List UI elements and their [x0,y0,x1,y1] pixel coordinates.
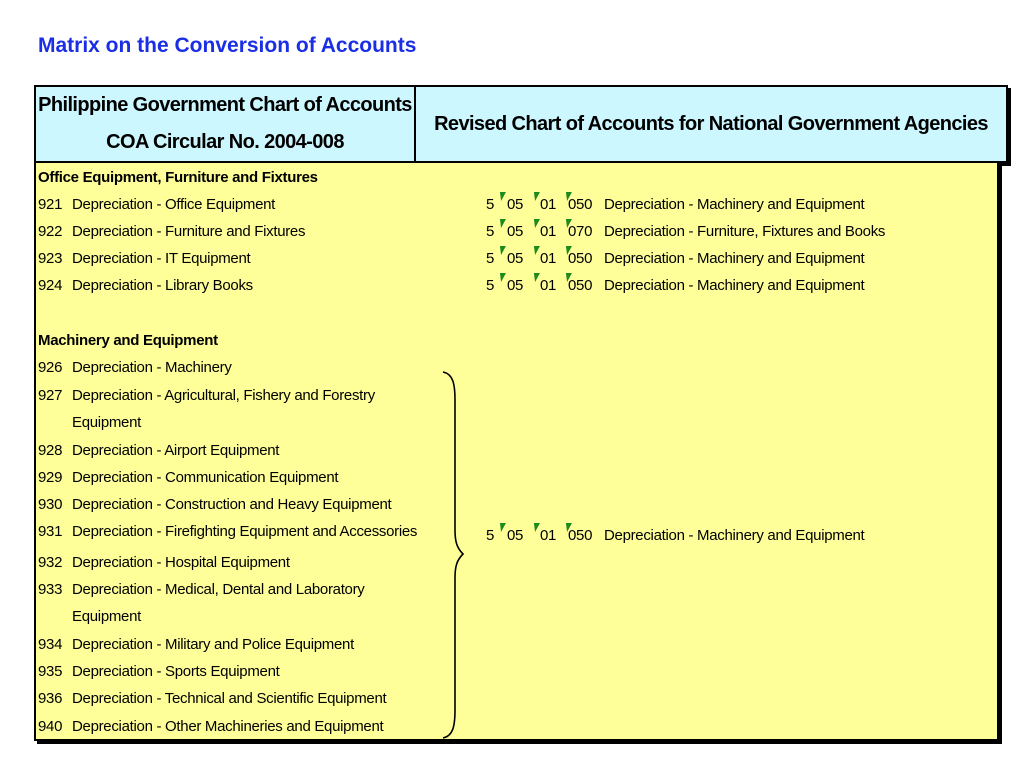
account-row-922 [38,223,305,240]
green-tick-icon [498,246,506,255]
mapping-code-account: 050 [568,527,593,544]
account-code: 936 [38,690,63,707]
account-row-926 [38,359,232,376]
account-code: 926 [38,359,63,376]
curly-brace-icon [441,370,467,740]
account-code: 940 [38,718,63,735]
green-tick-icon [498,273,506,282]
account-row-924 [38,277,253,294]
account-row-923 [38,250,250,267]
account-code: 932 [38,554,63,571]
account-row-927 [38,387,375,404]
account-code: 931 [38,523,63,540]
account-row-921 [38,196,275,213]
mapping-desc: Depreciation - Machinery and Equipment [604,277,865,294]
account-row-935 [38,663,279,680]
account-code: 933 [38,581,63,598]
mapping-desc: Depreciation - Machinery and Equipment [604,196,865,213]
account-row-931 [38,523,417,540]
account-row-936 [38,690,386,707]
mapping-row [486,277,926,297]
green-tick-icon [532,523,540,532]
mapping-row [486,250,926,270]
account-desc: Depreciation - Other Machineries and Equipment [72,718,384,735]
account-row-932 [38,554,290,571]
account-row-929 [38,469,338,486]
account-desc: Depreciation - Airport Equipment [72,442,280,459]
account-desc: Depreciation - Library Books [72,277,253,294]
mapping-desc: Depreciation - Machinery and Equipment [604,527,865,544]
mapping-row [486,196,926,216]
mapping-code-sub: 01 [540,196,557,213]
green-tick-icon [498,523,506,532]
account-desc: Depreciation - IT Equipment [72,250,251,267]
green-tick-icon [532,273,540,282]
mapping-code-sub: 01 [540,277,557,294]
mapping-code-account: 050 [568,196,593,213]
account-desc: Depreciation - Hospital Equipment [72,554,290,571]
section-heading-machinery: Machinery and Equipment [38,332,218,349]
header-pgca [34,85,416,163]
mapping-code-group: 05 [507,223,524,240]
account-row-933 [38,581,365,598]
account-code: 935 [38,663,63,680]
mapping-code-sub: 01 [540,250,557,267]
account-desc: Depreciation - Machinery [72,359,232,376]
green-tick-icon [532,192,540,201]
green-tick-icon [498,192,506,201]
mapping-code-account: 070 [568,223,593,240]
mapping-desc: Depreciation - Furniture, Fixtures and Books [604,223,886,240]
mapping-row [486,527,926,547]
account-desc: Depreciation - Furniture and Fixtures [72,223,306,240]
mapping-code-account: 050 [568,250,593,267]
green-tick-icon [498,219,506,228]
account-code: 930 [38,496,63,513]
header-pgca-circular: COA Circular No. 2004-008 [106,131,344,153]
account-desc: Depreciation - Construction and Heavy Equipment [72,496,392,513]
account-code: 927 [38,387,63,404]
green-tick-icon [532,246,540,255]
account-row-933-cont [38,608,141,625]
header-rca [414,85,1008,163]
page-title: Matrix on the Conversion of Accounts [38,34,417,57]
mapping-code-sub: 01 [540,223,557,240]
account-row-930 [38,496,391,513]
mapping-code-sub: 01 [540,527,557,544]
account-desc: Depreciation - Communication Equipment [72,469,339,486]
account-desc: Equipment [72,608,142,625]
mapping-code-group: 05 [507,196,524,213]
account-row-934 [38,636,354,653]
account-desc: Depreciation - Military and Police Equipment [72,636,354,653]
account-desc: Depreciation - Technical and Scientific Equipment [72,690,387,707]
account-code: 929 [38,469,63,486]
account-desc: Depreciation - Agricultural, Fishery and Forestry [72,387,375,404]
account-code: 928 [38,442,63,459]
mapping-code-class: 5 [486,250,495,267]
mapping-desc: Depreciation - Machinery and Equipment [604,250,865,267]
account-row-927-cont [38,414,141,431]
green-tick-icon [532,219,540,228]
mapping-code-account: 050 [568,277,593,294]
mapping-code-class: 5 [486,527,495,544]
account-row-940 [38,718,383,735]
account-desc: Depreciation - Office Equipment [72,196,276,213]
account-desc: Depreciation - Firefighting Equipment and Accessories [72,523,418,540]
mapping-code-group: 05 [507,277,524,294]
account-code: 923 [38,250,63,267]
mapping-code-group: 05 [507,250,524,267]
mapping-row [486,223,926,243]
account-row-928 [38,442,279,459]
account-code: 934 [38,636,63,653]
mapping-code-class: 5 [486,277,495,294]
account-desc: Depreciation - Medical, Dental and Laboratory [72,581,365,598]
header-rca-title: Revised Chart of Accounts for National Government Agencies [434,112,988,135]
mapping-code-group: 05 [507,527,524,544]
account-code: 922 [38,223,63,240]
mapping-code-class: 5 [486,196,495,213]
account-desc: Depreciation - Sports Equipment [72,663,280,680]
section-heading-office: Office Equipment, Furniture and Fixtures [38,169,318,186]
account-desc: Equipment [72,414,142,431]
account-code: 924 [38,277,63,294]
header-pgca-title: Philippine Government Chart of Accounts [38,94,412,116]
mapping-code-class: 5 [486,223,495,240]
account-code: 921 [38,196,63,213]
